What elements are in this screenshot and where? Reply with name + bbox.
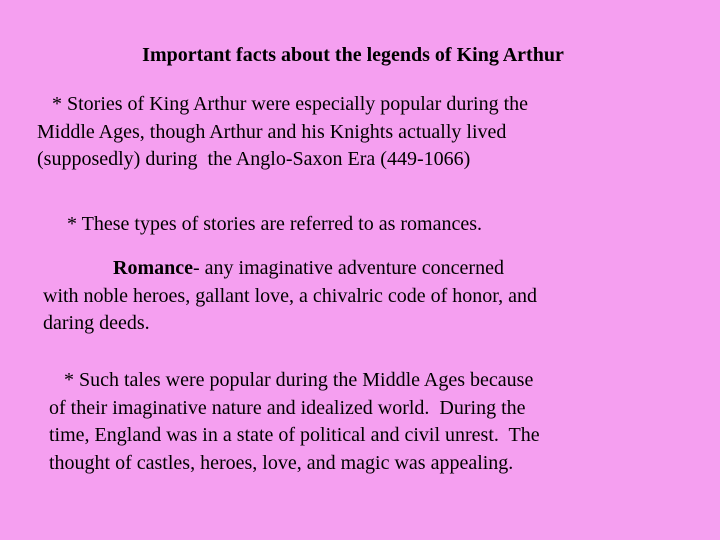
paragraph-line: of their imaginative nature and idealized world. During the — [49, 396, 526, 419]
paragraph-line: * Stories of King Arthur were especially popular during the — [37, 93, 528, 115]
paragraph-line: * Such tales were popular during the Middle Ages because — [49, 369, 534, 391]
definition-line: with noble heroes, gallant love, a chivalric code of honor, and — [43, 284, 538, 307]
paragraph-line: Middle Ages, though Arthur and his Knights actually lived — [37, 120, 507, 143]
definition-romance — [43, 255, 537, 338]
paragraph-line: (supposedly) during the Anglo-Saxon Era (449-1066) — [37, 148, 471, 170]
paragraph-line: time, England was in a state of political and civil unrest. The — [49, 424, 540, 446]
paragraph-line: * These types of stories are referred to as romances. — [67, 213, 483, 235]
definition-term: Romance — [113, 257, 193, 279]
slide-title: Important facts about the legends of King Arthur — [142, 44, 564, 66]
definition-line: daring deeds. — [43, 312, 150, 334]
definition-line: - any imaginative adventure concerned — [192, 257, 504, 279]
paragraph-popularity-reasons — [49, 367, 540, 477]
paragraph-king-arthur-popularity — [37, 91, 528, 174]
paragraph-romances — [67, 211, 482, 239]
paragraph-line: thought of castles, heroes, love, and magic was appealing. — [49, 451, 514, 474]
